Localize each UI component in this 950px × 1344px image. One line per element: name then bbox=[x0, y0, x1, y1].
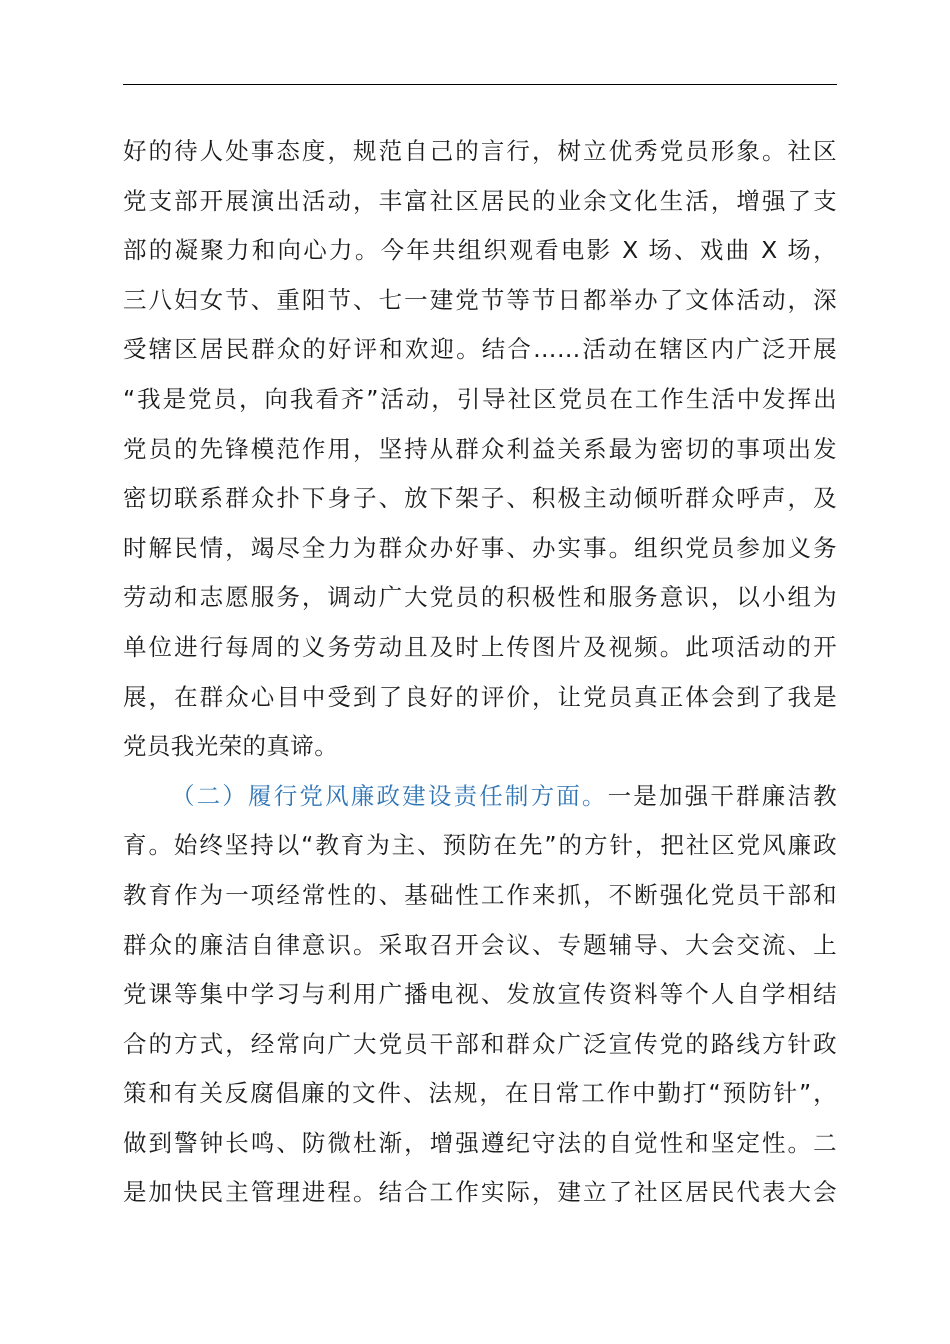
text-line: 三八妇女节、重阳节、七一建党节等节日都举办了文体活动，深 bbox=[123, 285, 837, 314]
text-line: 时解民情，竭尽全力为群众办好事、办实事。组织党员参加义务 bbox=[123, 533, 837, 562]
text-line: 部的凝聚力和向心力。今年共组织观看电影 X 场、戏曲 X 场， bbox=[123, 236, 837, 265]
text-line: 做到警钟长鸣、防微杜渐，增强遵纪守法的自觉性和坚定性。二 bbox=[123, 1128, 837, 1157]
header-rule bbox=[123, 84, 837, 85]
text-line: 党员我光荣的真谛。 bbox=[123, 732, 339, 761]
text-line: 策和有关反腐倡廉的文件、法规，在日常工作中勤打“预防针”， bbox=[123, 1079, 837, 1108]
text-line: 劳动和志愿服务，调动广大党员的积极性和服务意识，以小组为 bbox=[123, 583, 837, 612]
text-line: 党课等集中学习与利用广播电视、发放宣传资料等个人自学相结 bbox=[123, 980, 837, 1009]
text-line: 单位进行每周的义务劳动且及时上传图片及视频。此项活动的开 bbox=[123, 632, 837, 661]
document-body bbox=[123, 127, 837, 1218]
text-line: 合的方式，经常向广大党员干部和群众广泛宣传党的路线方针政 bbox=[123, 1029, 837, 1058]
text-line: 群众的廉洁自律意识。采取召开会议、专题辅导、大会交流、上 bbox=[123, 930, 837, 959]
text-line: 党员的先锋模范作用，坚持从群众利益关系最为密切的事项出发 bbox=[123, 434, 837, 463]
text-line: 育。始终坚持以“教育为主、预防在先”的方针，把社区党风廉政 bbox=[123, 831, 837, 860]
text-line: 是加快民主管理进程。结合工作实际，建立了社区居民代表大会 bbox=[123, 1178, 837, 1207]
text-line: 受辖区居民群众的好评和欢迎。结合……活动在辖区内广泛开展 bbox=[123, 335, 837, 364]
section-first-line-text: 一是加强干群廉洁教 bbox=[607, 781, 837, 810]
section-heading: （二）履行党风廉政建设责任制方面。 bbox=[171, 781, 608, 810]
section-first-line bbox=[123, 772, 837, 822]
text-line: 教育作为一项经常性的、基础性工作来抓，不断强化党员干部和 bbox=[123, 880, 837, 909]
text-line: 好的待人处事态度，规范自己的言行，树立优秀党员形象。社区 bbox=[123, 137, 837, 165]
text-line: 党支部开展演出活动，丰富社区居民的业余文化生活，增强了支 bbox=[123, 186, 837, 215]
text-line: 密切联系群众扑下身子、放下架子、积极主动倾听群众呼声，及 bbox=[123, 484, 837, 513]
text-line: “我是党员，向我看齐”活动，引导社区党员在工作生活中发挥出 bbox=[123, 384, 837, 413]
text-line: 展，在群众心目中受到了良好的评价，让党员真正体会到了我是 bbox=[123, 682, 837, 711]
